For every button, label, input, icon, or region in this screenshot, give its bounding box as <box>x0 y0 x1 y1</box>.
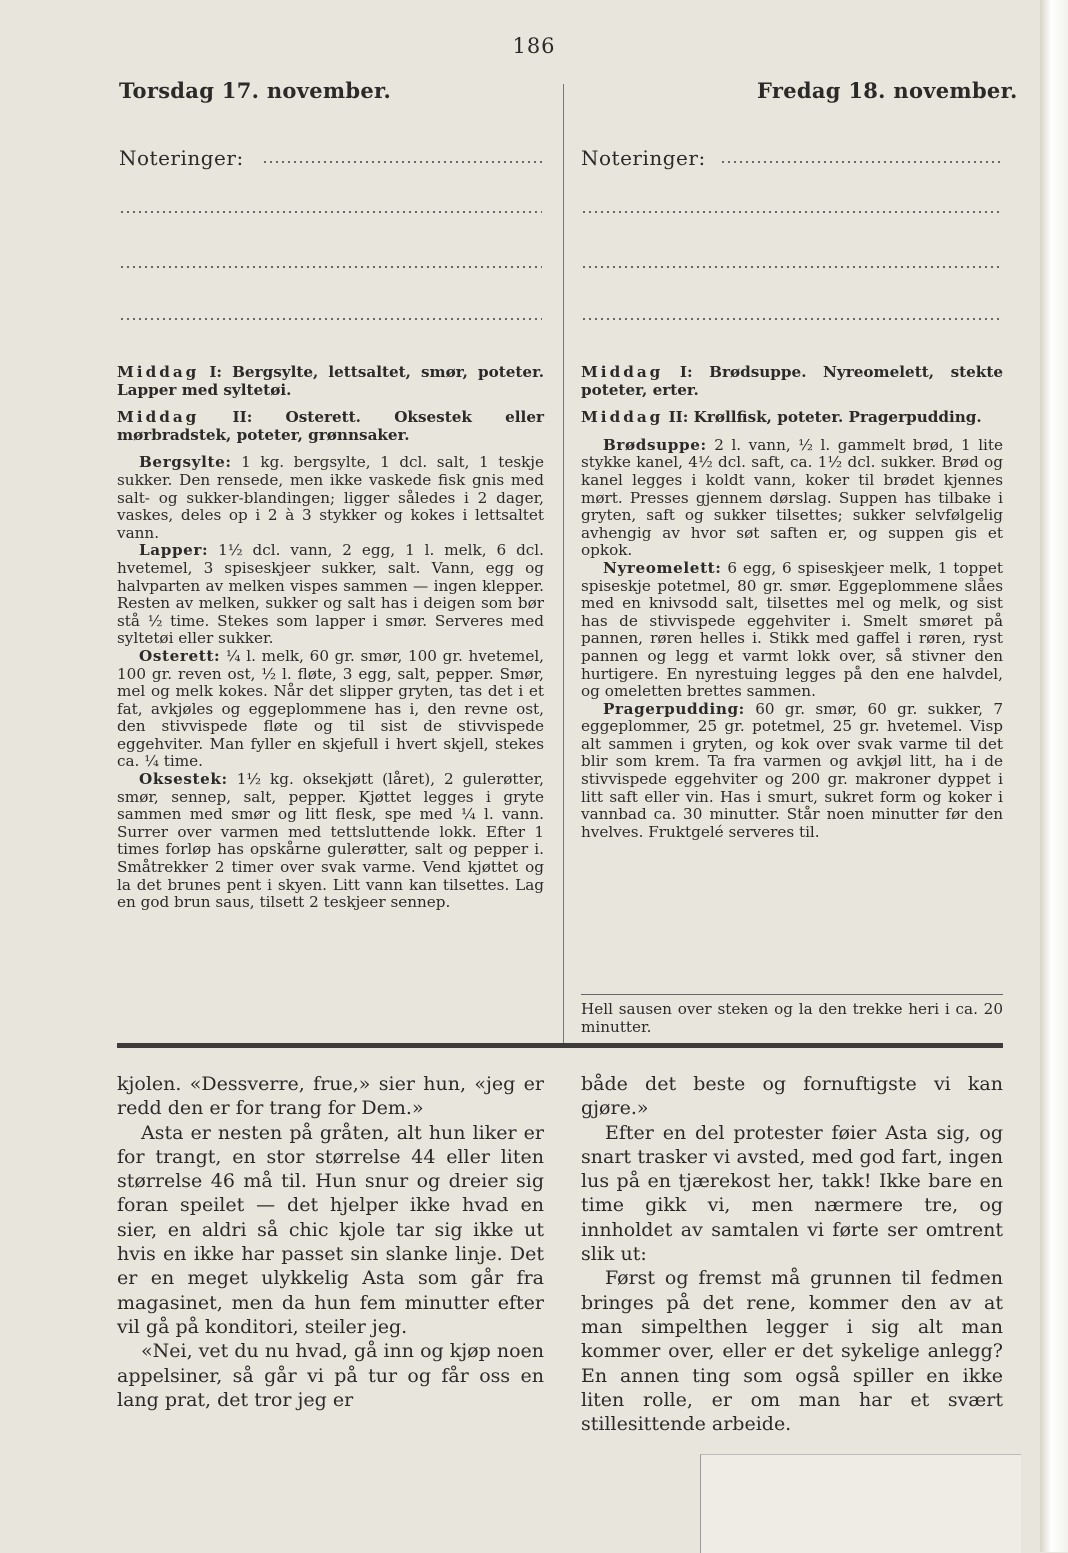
notes-line <box>581 318 1003 320</box>
story-paragraph: Asta er nesten på gråten, alt hun liker er for trangt, en stor størrelse 44 eller liten størrelse 46 må til. Hun snur og dreier sig foran speilet — det hjelper ikke hvad en sier, en aldri så chic kjole tar sig ikke ut hvis en ikke har passet sin slanke linje. Det er en meget ulykkelig Asta som går fra magasinet, men da hun fem minutter efter vil gå på konditori, steiler jeg. <box>117 1121 544 1338</box>
page-number: 186 <box>512 34 556 58</box>
recipe: Pragerpudding: 60 gr. smør, 60 gr. sukker, 7 eggeplommer, 25 gr. potetmel, 25 gr. hvetemel. Visp alt sammen i gryten, og kok over svak varme til det blir som krem. Ta fra varmen og avkjøl litt, ha i de stivvispede eggehviter og 200 gr. makroner dyppet i litt saft eller vin. Has i smurt, sukret form og koker i vannbad ca. 30 minutter. Står noen minutter før den hvelves. Fruktgelé serveres til. <box>581 699 1003 841</box>
recipe: Brødsuppe: 2 l. vann, ½ l. gammelt brød, 1 lite stykke kanel, 4½ dcl. saft, ca. 1½ dcl. sukker. Brød og kanel legges i koldt vann, koker til brødet kjennes mørt. Presses gjennem dørslag. Suppen has tilbake i gryten, saft og sukker tilsettes; sukker selvfølgelig avhengig av hvor søt saften er, og suppen gis et opkok. <box>581 435 1004 560</box>
column-divider <box>563 84 564 1044</box>
menu-2-left: Middag II: Osterett. Oksestek eller mørbradstek, poteter, grønnsaker. <box>117 408 544 444</box>
story-left <box>117 1072 544 1412</box>
day-heading-right: Fredag 18. november. <box>757 78 1018 103</box>
corner-frame <box>700 1454 1021 1553</box>
notes-line <box>581 266 1003 268</box>
menu-1-left: Middag I: Bergsylte, lettsaltet, smør, poteter. Lapper med syltetøi. <box>117 363 544 399</box>
story-paragraph: Efter en del protester føier Asta sig, og snart trasker vi avsted, med god fart, ingen lus på en tjærekost her, takk! Ikke bare en time gikk vi, men nærmere tre, og innholdet av samtalen vi førte ser omtrent slik ut: <box>581 1121 1003 1266</box>
notes-line <box>581 211 1003 213</box>
recipes-left <box>117 364 544 912</box>
story-right <box>581 1072 1003 1436</box>
recipe: Oksestek: 1½ kg. oksekjøtt (låret), 2 gulerøtter, smør, sennep, salt, pepper. Kjøttet legges i gryte sammen med smør og litt flesk, spe med ¼ l. vann. Surrer over varmen med tettsluttende lokk. Efter 1 times forløp has opskårne gulerøtter, salt og pepper i. Småtrekker 2 timer over svak varme. Vend kjøttet og la det brunes pent i skyen. Litt vann kan tilsettes. Lag en god brun saus, tilsett 2 teskjeer sennep. <box>117 770 545 912</box>
notes-line <box>119 211 542 213</box>
recipes-right <box>581 364 1003 841</box>
notes-right <box>581 146 706 170</box>
menu-1-right: Middag I: Brødsuppe. Nyreomelett, stekte poteter, erter. <box>581 363 1003 399</box>
notes-line <box>119 266 542 268</box>
story-paragraph: både det beste og fornuftigste vi kan gjøre.» <box>581 1073 1003 1120</box>
page-edge <box>1040 0 1068 1552</box>
recipe: Lapper: 1½ dcl. vann, 2 egg, 1 l. melk, 6 dcl. hvetemel, 3 spiseskjeer sukker, salt. Vann, egg og halvparten av melken vispes sammen — ingen klepper. Resten av melken, sukker og salt has i deigen som bør stå ½ time. Stekes som lapper i smør. Serveres med syltetøi eller sukker. <box>117 541 544 648</box>
section-rule <box>117 1043 1003 1048</box>
notes-line <box>119 318 542 320</box>
story-paragraph: Først og fremst må grunnen til fedmen bringes på det rene, kommer den av at man simpelthen legger i sig alt man kommer over, eller er det sykelige anlegg? En annen ting som også spiller en ikke liten rolle, er om man har et svært stillesittende arbeide. <box>581 1267 1003 1436</box>
recipe: Nyreomelett: 6 egg, 6 spiseskjeer melk, 1 toppet spiseskje potetmel, 80 gr. smør. Eggeplommene slåes med en knivsodd salt, tilsettes mel og melk, og sist has de stivvispede eggehviter i. Smelt smøret på pannen, røren helles i. Stikk med gaffel i røren, ryst pannen og legg et varmt lokk over, så stivner den hurtigere. En nyrestuing legges på den ene halvdel, og omeletten brettes sammen. <box>581 558 1004 701</box>
menu-2-right: Middag II: Krøllfisk, poteter. Pragerpudding. <box>581 408 982 427</box>
notes-line <box>262 161 542 163</box>
notes-left <box>119 146 244 170</box>
recipe: Bergsylte: 1 kg. bergsylte, 1 dcl. salt, 1 teskje sukker. Den rensede, men ikke vaskede fisk gnis med salt- og sukker-blandingen; ligger således i 2 dager, vaskes, deles op i 2 à 3 stykker og kokes i lettsaltet vann. <box>117 453 545 542</box>
story-paragraph: kjolen. «Dessverre, frue,» sier hun, «jeg er redd den er for trang for Dem.» <box>117 1073 544 1120</box>
story-paragraph: «Nei, vet du nu hvad, gå inn og kjøp noen appelsiner, så går vi på tur og får oss en lang prat, det tror jeg er <box>117 1340 544 1411</box>
day-heading-left: Torsdag 17. november. <box>119 78 392 103</box>
notes-label-right: Noteringer: <box>581 146 706 170</box>
recipe: Osterett: ¼ l. melk, 60 gr. smør, 100 gr. hvetemel, 100 gr. reven ost, ½ l. fløte, 3 egg, salt, pepper. Smør, mel og melk kokes. Når det slipper gryten, tas det i et fat, avkjøles og eggeplommene has i, den revne ost, den stivvispede fløte og til sist de stivvispede eggehviter. Man fyller en skjefull i hvert skjell, stekes ca. ¼ time. <box>117 646 545 771</box>
notes-label-left: Noteringer: <box>119 146 244 170</box>
sauce-note: Hell sausen over steken og la den trekke heri i ca. 20 minutter. <box>581 994 1003 1036</box>
notes-line <box>720 161 1003 163</box>
